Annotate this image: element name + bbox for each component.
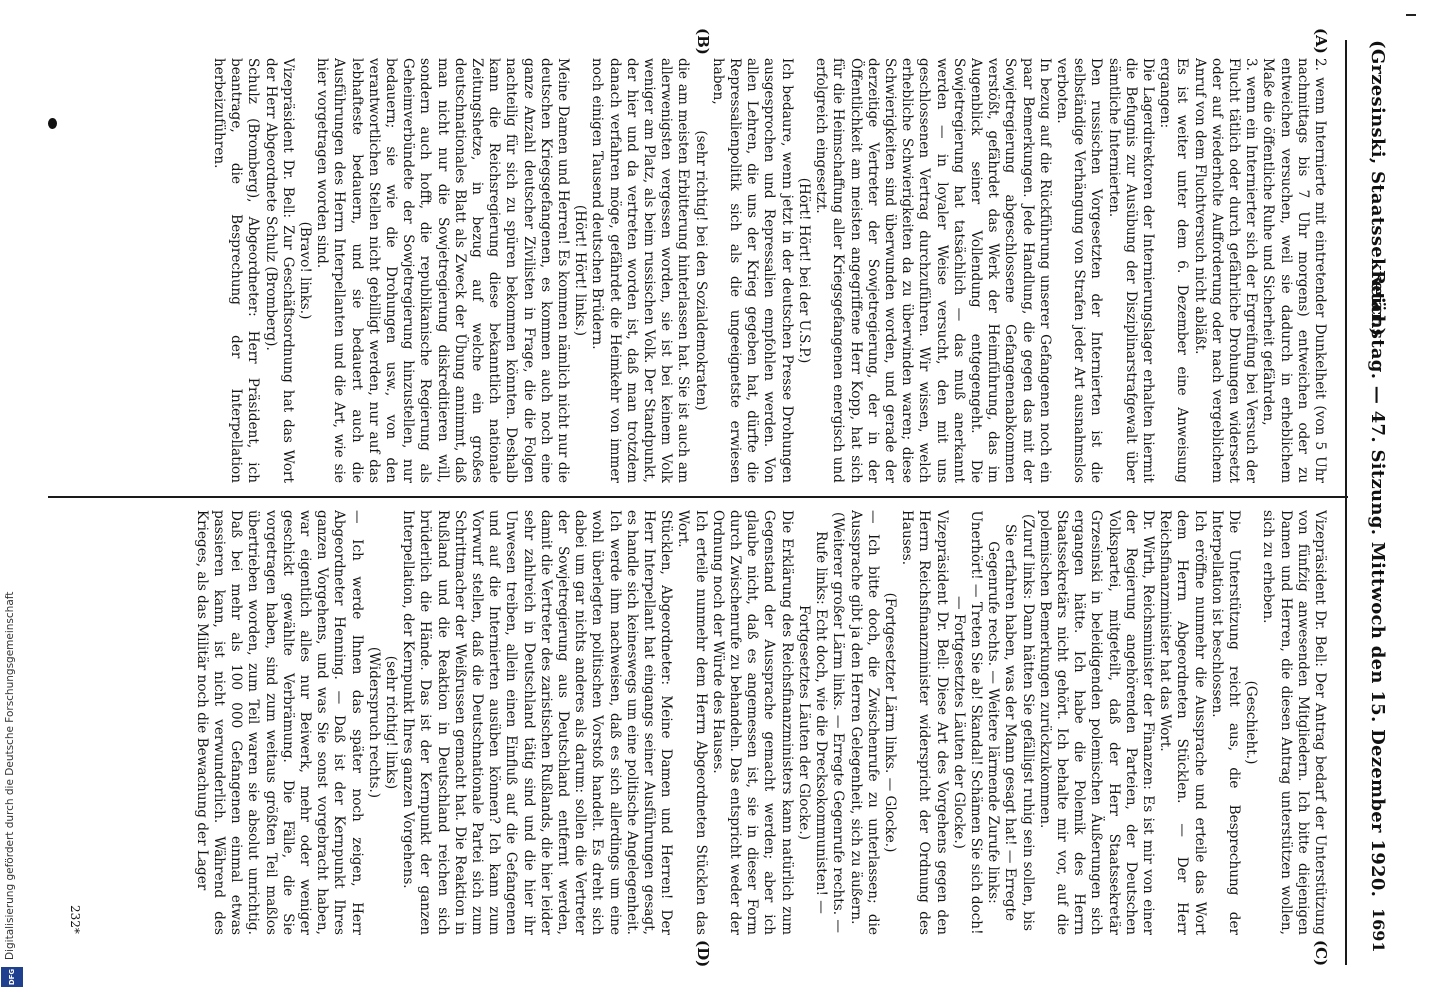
paragraph: Die Unterstützung reicht aus, die Besprechung der Interpellation ist beschlossen. — [1208, 510, 1242, 935]
footer-page-code: 232* — [68, 905, 82, 934]
page-number: 1691 — [1369, 908, 1388, 953]
interjection: (Weiterer großer Lärm links. — Erregte Gegenrufe rechts. — Rufe links: Echt doch, wie die Drecksokommunisten! — Fortgesetztes Läuten der Glocke.) — [795, 512, 847, 933]
interjection: (sehr richtig! links) — [383, 655, 400, 790]
paragraph: — Ich bitte doch, die Zwischenrufe zu unterlassen; die Aussprache gibt ja den Herren Gelegenheit, sich zu äußern. — [847, 510, 881, 935]
paragraph: die am meisten Erbitterung hinterlassen hat. Sie ist auch am allerwenigsten vergessen worden, sie ist bei keinem Volk weniger am Platz, als beim russischen Volk. Der Standpunkt, der hier und da vertreten worden ist, daß man trotzdem danach verfahren möge, gefährdet die Heimkehr von immer noch einigen Tausend deutschen Brüdern. — [589, 58, 692, 483]
paragraph: 3. wenn ein Internierter sich der Ergreifung bei Versuch der Flucht tätlich oder durch gefährliche Drohungen widersetzt oder auf wiederholte Aufforderung oder nach vergeblichem Anruf von dem Fluchtversuch nicht abläßt. — [1191, 58, 1260, 483]
running-header-title: Reichstag. — 47. Sitzung. Mittwoch den 15. Dezember 1920. — [1367, 270, 1388, 898]
paragraph: Den russischen Vorgesetzten der Internierten ist die selbständige Verhängung von Strafen jeder Art ausnahmslos verboten. — [1053, 58, 1105, 483]
interjection: (Bravo! links.) — [297, 221, 314, 320]
margin-marker-b: (B) — [694, 28, 712, 55]
paragraph: Meine Damen und Herren! Es kommen nämlich nicht nur die deutschen Kriegsgefangenen, es kommen auch noch eine ganze Anzahl deutscher Zivilisten in Frage, die die Folgen nachteilig für sich zu spüren bekommen könnten. Deshalb kann die Reichsregierung diese bekanntlich nationale Zeitungshetze, in bezug auf welche ein großes deutschnationales Blatt als Zweck der Übung annimmt, daß man nicht nur die Sowjetregierung diskreditieren will, sondern auch hofft, die republikanische Regierung als Geheimverbündete der Sowjetregierung hinzustellen, nur bedauern; sie wie die Drohungen usw., von den verantwortlichen Stellen nicht gebilligt werden, nur auf das lebhafteste bedauern, und sie bedauert auch die Ausführungen des Herrn Interpellanten und die Art, wie sie hier vorgetragen worden sind. — [314, 58, 572, 483]
paragraph: Vizepräsident Dr. Bell: Zur Geschäftsordnung hat das Wort der Herr Abgeordnete Schulz (Bromberg). — [262, 58, 296, 483]
paragraph: Vizepräsident Dr. Bell: Der Antrag bedarf der Unterstützung von fünfzig anwesenden Mitgliedern. Ich bitte diejenigen Damen und Herren, die diesen Antrag unterstützen wollen, sich zu erheben. — [1260, 510, 1328, 935]
paragraph: Ich erteile nunmehr dem Herrn Abgeordneten Stücklen das Wort. — [675, 510, 709, 935]
header-rule — [1345, 40, 1347, 965]
paragraph: — Ich werde Ihnen das später noch zeigen, Herr Abgeordneter Henning. — Daß ist der Kernpunkt Ihres ganzen Vorgehens, und was Sie sonst vorgebracht haben, war eigentlich alles nur Beiwerk, mehr oder weniger geschickt gewählte Verbrämung. Die Fälle, die Sie vorgetragen haben, sind zum weitaus größten Teil maßlos übertrieben worden, zum Teil waren sie absolut unrichtig. Daß bei mehr als 100 000 Gefangenen einmal etwas passieren kann, ist nicht verwunderlich. Während des Krieges, als das Militär noch die Bewachung der Lager — [193, 510, 365, 935]
dfg-logo-icon: DFG — [1, 967, 23, 987]
paragraph: Stücklen, Abgeordneter: Meine Damen und Herren! Der Herr Interpellant hat eingangs seiner Ausführungen gesagt, es handle sich keineswegs um eine politische Angelegenheit. Ich werde ihm nachweisen, daß es sich allerdings um eine wohl überlegten politischen Vorstoß handelt. Es dreht sich dabei um gar nichts anderes als darum: sollen die Vertreter der Sowjetregierung aus Deutschland entfernt werden, damit die Vertreter des zaristischen Rußlands, die hier leider sehr zahlreich in Deutschland tätig sind und die hier ihr Unwesen treiben, allein einen Einfluß auf die Gefangenen und auf die Internierten ausüben können? Ich kann zum Vorwurf stellen, daß die Deutschnationale Partei sich zum Schrittmacher der Weißrussen gemacht hat. Die Reaktion in Rußland und die Reaktion in Deutschland reichen sich brüderlich die Hände. Das ist der Kernpunkt der ganzen Interpellation, der Kernpunkt Ihres ganzen Vorgehens. — [400, 510, 675, 935]
paragraph: Die Lagerdirektoren der Internierungslager erhalten hiermit die Befugnis zur Ausübung der Disziplinarstrafgewalt über sämtliche Internierten. — [1105, 58, 1156, 483]
paragraph: Ich bedaure, wenn jetzt in der deutschen Presse Drohungen ausgesprochen und Repressalien empfohlen werden. Von allen Lehren, die uns der Krieg gegeben hat, dürfte die Repressalienpolitik sich als die ungeeignetste erwiesen haben, — [709, 58, 795, 483]
paragraph: 2. wenn Internierte mit eintretender Dunkelheit (von 5 Uhr nachmittags bis 7 Uhr morgens) entweichen oder zu entweichen versuchen, weil sie dadurch in erheblichem Maße die öffentliche Ruhe und Sicherheit gefährden, — [1260, 58, 1328, 483]
paragraph: Die Erklärung des Reichsfinanzministers kann natürlich zum Gegenstand der Aussprache gemacht werden; aber ich glaube nicht, daß es angemessen ist, sie in dieser Form durch Zwischenrufe zu behandeln. Das entspricht weder der Ordnung noch der Würde des Hauses. — [709, 510, 795, 935]
interjection: (Hört! Hört! bei der U.S.P.) — [795, 177, 812, 364]
interjection: (Fortgesetzter Lärm links. — Glocke.) — [881, 592, 898, 853]
left-column-text — [78, 58, 1328, 483]
paragraph: Schulz (Bromberg), Abgeordneter: Herr Präsident, ich beantrage, die Besprechung der Interpellation herbeizuführen. — [211, 58, 262, 483]
paragraph: Vizepräsident Dr. Bell: Diese Art des Vorgehens gegen den Herrn Reichsfinanzminister widerspricht der Ordnung des Hauses. — [899, 510, 950, 935]
ink-spot-decoration — [48, 118, 57, 129]
column-divider — [48, 496, 1348, 498]
margin-marker-c: (C) — [1312, 940, 1330, 967]
digitization-credit: Digitalisierung gefördert durch die Deutsche Forschungsgemeinschaft — [4, 591, 16, 960]
right-column-text — [78, 510, 1328, 935]
margin-marker-d: (D) — [694, 940, 712, 968]
paragraph: In bezug auf die Rückführung unserer Gefangenen noch ein paar Bemerkungen. Jede Handlung, die gegen das mit der Sowjetregierung abgeschlossene Gefangenenabkommen verstößt, gefährdet das Werk der Heimführung, das im Augenblick seiner Vollendung entgegengeht. Die Sowjetregierung hat tatsächlich — das muß anerkannt werden — in loyaler Weise versucht, den mit uns geschlossenen Vertrag durchzuführen. Wir wissen, welch erhebliche Schwierigkeiten da zu überwinden waren; diese Schwierigkeiten sind überwunden worden, und gerade der derzeitige Vertreter der Sowjetregierung, der in der Öffentlichkeit am meisten angegriffene Herr Kopp, hat sich für die Heimschaffung aller Kriegsgefangenen energisch und erfolgreich eingesetzt. — [813, 58, 1053, 483]
interjection: (Hört! Hört! links.) — [572, 204, 589, 337]
paragraph: Es ist weiter unter dem 6. Dezember eine Anweisung ergangen: — [1157, 58, 1191, 483]
interjection: (Geschieht.) — [1243, 680, 1260, 765]
running-header-left: (Grzesinski, Staatssekretär.) — [1367, 40, 1388, 337]
interjection: (sehr richtig! bei den Sozialdemokraten) — [692, 130, 709, 411]
paragraph: Dr. Wirth, Reichsminister der Finanzen: Es ist mir von einer der Regierung angehörenden Parteien, der Deutschen Volkspartei, mitgeteilt, daß der Herr Staatssekretär Grzesinski in beleidigenden polemischen Äußerungen sich ergangen hätte. Ich habe die Polemik des Herrn Staatssekretärs nicht gehört. Ich behalte mir vor, auf die polemischen Bemerkungen zurückzukommen. — [1036, 510, 1156, 935]
margin-marker-a: (A) — [1312, 28, 1330, 54]
interjection: (Zuruf links: Dann hätten Sie gefälligst ruhig sein sollen, bis Sie erfahren haben, was der Mann gesagt hat! — Erregte Gegenrufe rechts. — Weitere lärmende Zurufe links: Unerhört! — Treten Sie ab! Skandal! Schämen Sie sich doch! — Fortgesetztes Läuten der Glocke.) — [950, 510, 1036, 935]
scan-corner-mark — [1406, 14, 1416, 16]
interjection: (Widerspruch rechts.) — [365, 646, 382, 799]
paragraph: Ich eröffne nunmehr die Aussprache und erteile das Wort dem Herrn Abgeordneten Stücklen. — Der Herr Reichsfinanzminister hat das Wort. — [1157, 510, 1208, 935]
